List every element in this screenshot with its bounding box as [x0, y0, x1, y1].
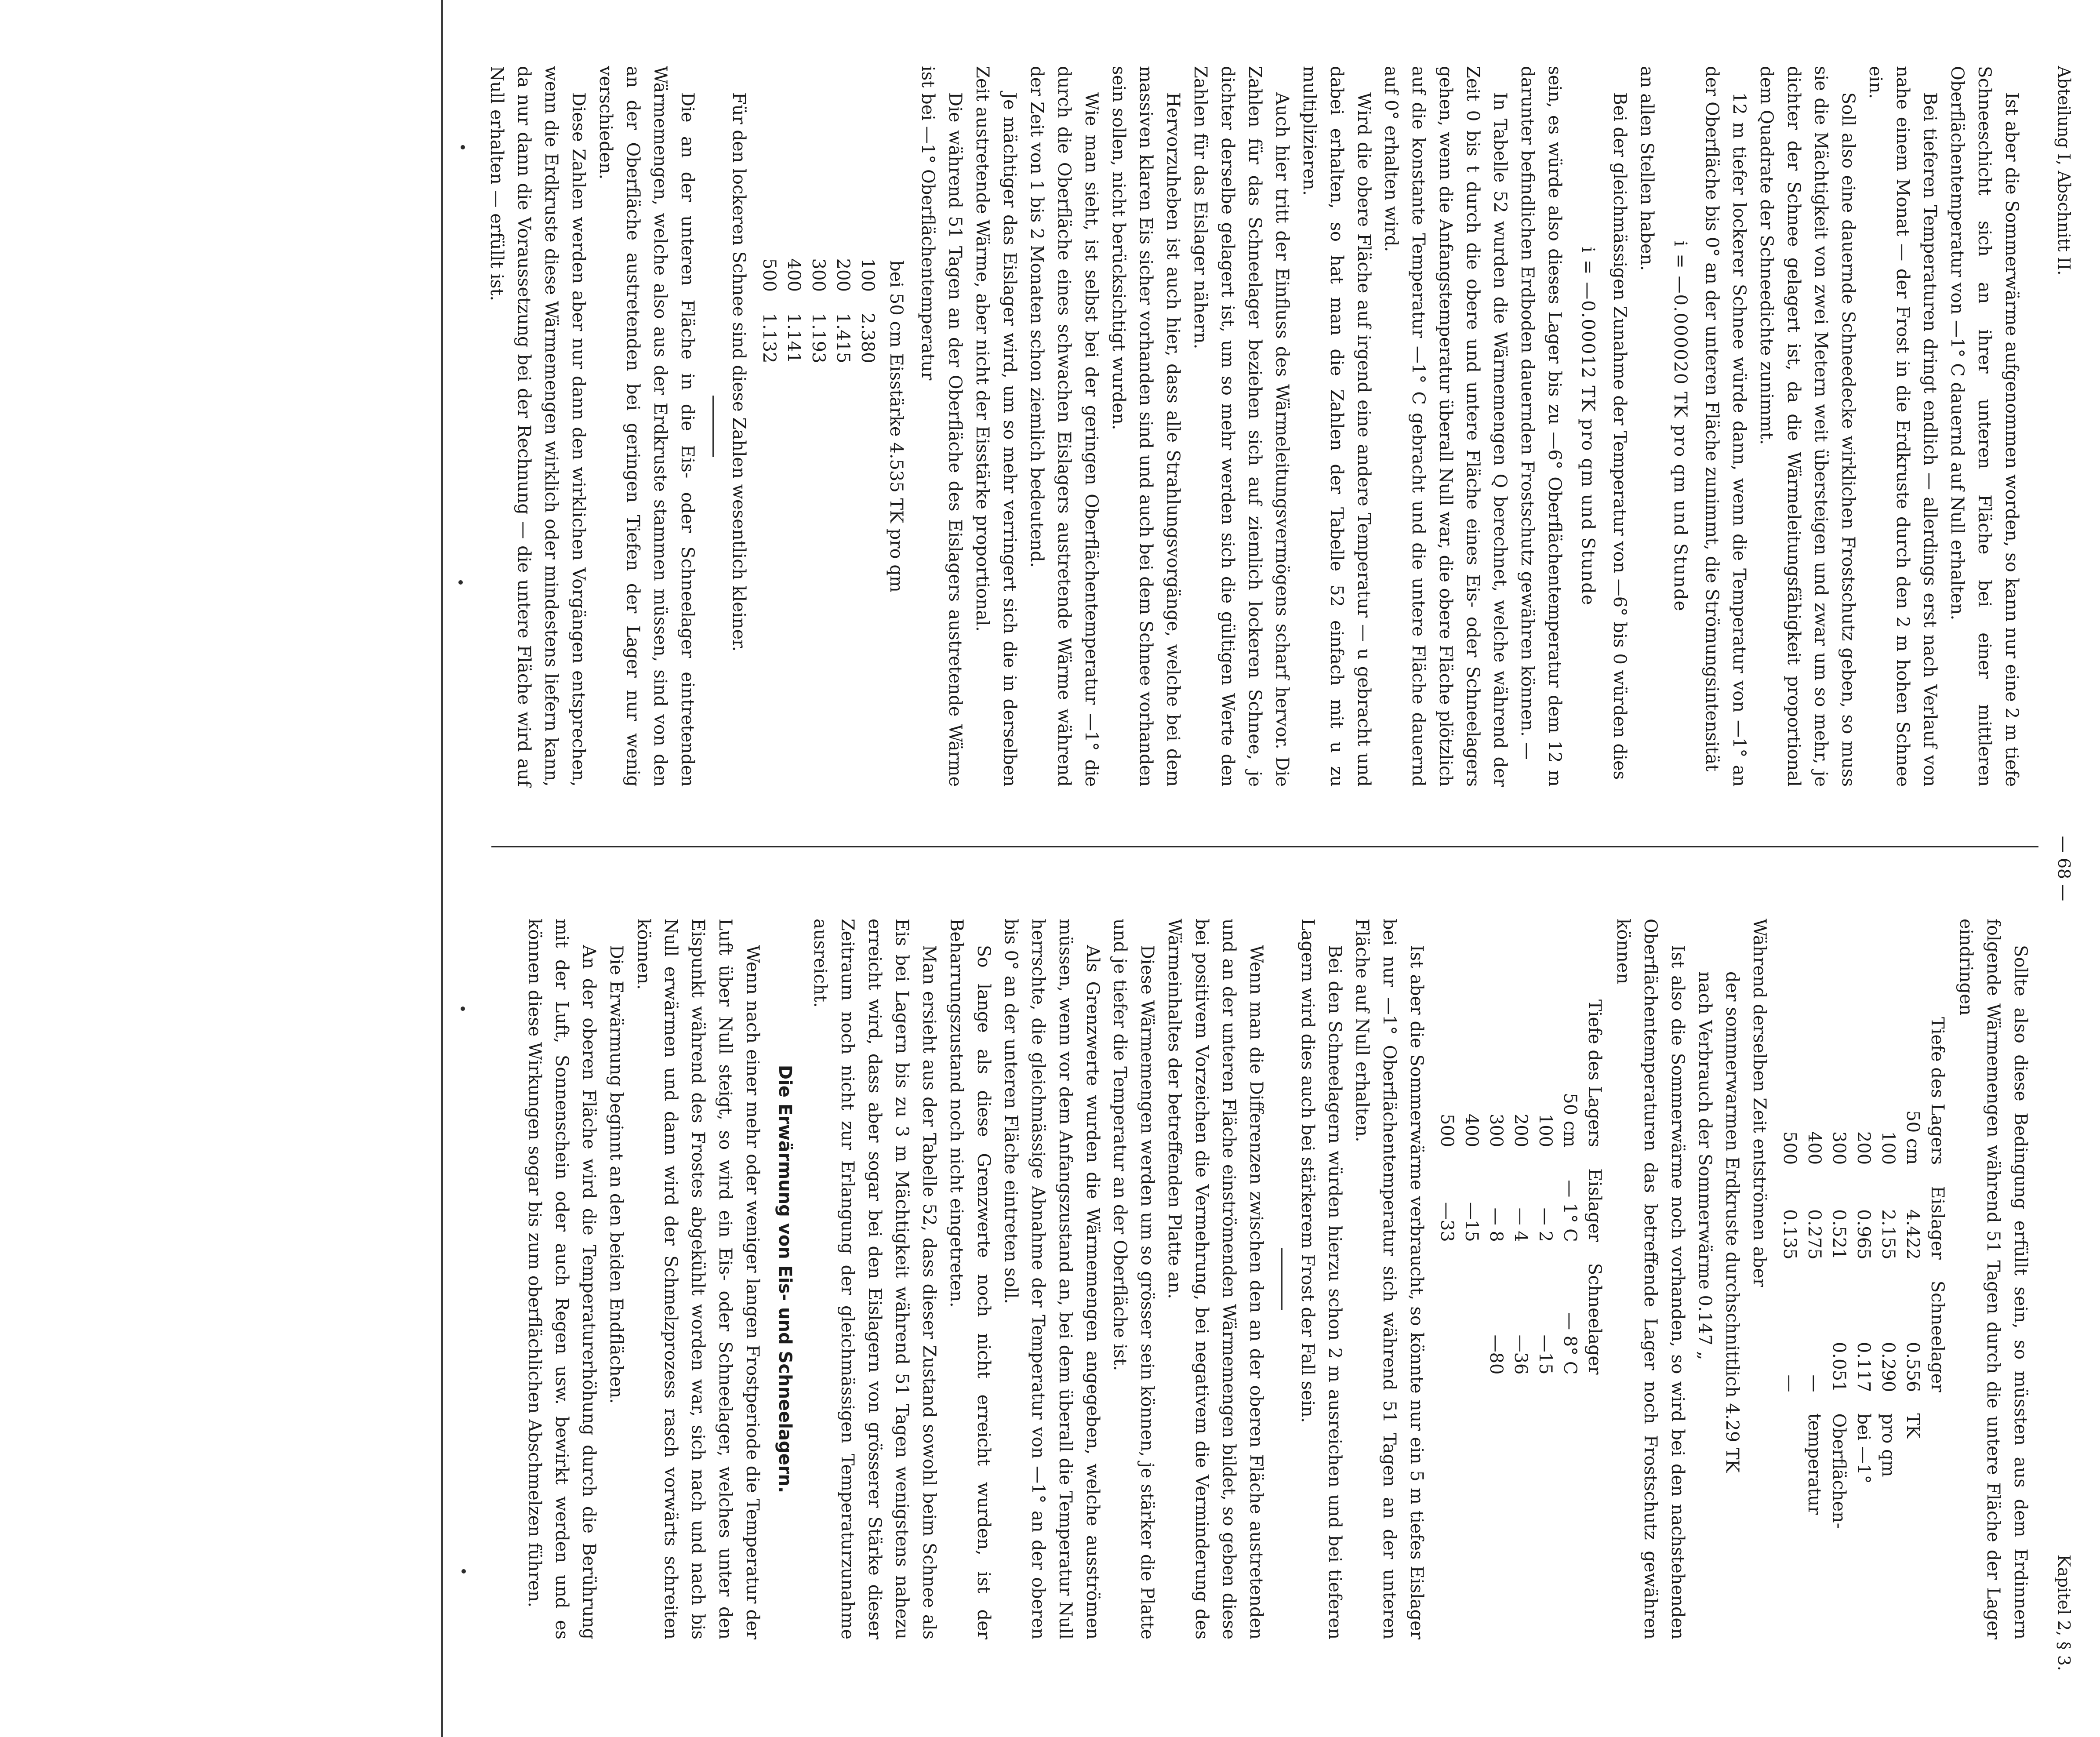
table-cell: —15	[1461, 1202, 1482, 1242]
table-row	[806, 229, 831, 374]
outflow-line: der sommerwarmen Erdkruste durchschnittlich 4.29 TK	[1722, 971, 1742, 1473]
table-row	[1484, 989, 1508, 1385]
paragraph: Ist aber die Sommerwärme aufgenommen worden, so kann nur eine 2 m tiefe Schneeschicht sich an ihrer unteren Fläche bei einer mittleren Oberflächentemperatur von —1° C dauernd auf Null erhalten.	[1947, 66, 2022, 787]
table-row	[1435, 989, 1459, 1385]
table-cell: 1.415	[833, 313, 853, 363]
table-cell: 200	[833, 258, 853, 292]
table-cell: 1.132	[759, 313, 779, 363]
scan-speck	[458, 580, 463, 585]
paragraph: Bei den Schneelagern würden hierzu schon 2 m ausreichen und bei tieferen Lagern wird dies auch bei stärkerem Frost der Fall sein.	[1297, 919, 1345, 1639]
table-cell: 4.422	[1903, 1209, 1923, 1260]
outflow-line: nach Verbrauch der Sommerwärme 0.147 „	[1695, 971, 1715, 1360]
section-divider	[712, 396, 714, 457]
paragraph: Ist aber die Sommerwärme verbraucht, so könnte nur ein 5 m tiefes Eislager bei nur —1° Oberflächentemperatur sich während 51 Tagen an der unteren Fläche auf Null erhalten.	[1352, 919, 1427, 1639]
table-row	[757, 229, 781, 374]
frost-protection-table	[1435, 989, 1607, 1385]
table-cell: — 8	[1486, 1207, 1506, 1242]
table-cell: TK	[1903, 1413, 1923, 1439]
formula: i = —0.000020 TK pro qm und Stunde	[1670, 240, 1690, 612]
table-row	[831, 229, 855, 374]
paragraph: Hervorzuheben ist auch hier, dass alle Strahlungsvorgänge, welche bei dem massiven klaren Eis sicher vorhanden sind und auch bei dem Schnee vorhanden sein sollen, nicht berücksichtigt wurden.	[1108, 66, 1183, 787]
scan-speck	[461, 1007, 465, 1011]
paragraph: Wenn nach einer mehr oder weniger langen Frostperiode die Temperatur der Luft über Null steigt, so wird ein Eis- oder Schneelager, welches unter den Eispunkt während des Frostes abgekühlt worden war, sich nach und nach bis Null erwärmen und dann wird der Schmelzprozess rasch vorwärts schreiten können.	[633, 919, 763, 1639]
column-header: Eislager	[1927, 1186, 1947, 1260]
table-cell: 0.521	[1829, 1209, 1849, 1260]
table-row	[1459, 989, 1484, 1385]
table-cell: — 8° C	[1560, 1312, 1580, 1375]
paragraph: Soll also eine dauernde Schneedecke wirklichen Frostschutz geben, so muss sie die Mächtigkeit von zwei Metern weit übersteigen und zwar um so mehr, je dichter der Schnee gelagert ist, da die Wärmeleitungsfähigkeit proportional dem Quadrate der Schneedichte zunimmt.	[1756, 66, 1858, 787]
table-cell: 0.556	[1903, 1341, 1923, 1392]
paragraph: Die während 51 Tagen an der Oberfläche des Eislagers austretende Wärme ist bei —1° Oberflächentemperatur	[918, 66, 965, 787]
table-cell: 300	[808, 258, 828, 292]
paragraph: sein, es würde also dieses Lager bis zu —6° Oberflächentemperatur dem 12 m darunter befindlichen Erdboden dauernden Frostschutz gewähren können. —	[1517, 66, 1565, 787]
table-cell: 100	[857, 258, 878, 292]
paragraph: Die an der unteren Fläche in die Eis- oder Schneelager eintretenden Wärmemengen, welche also aus der Erdkruste stammen müssen, sind von den an der Oberfläche austretenden bei geringen Tiefen der Lager nur wenig verschieden.	[596, 66, 698, 787]
table-cell: 1.141	[784, 313, 804, 363]
table-cell	[1777, 1403, 1802, 1539]
influx-table	[1777, 1007, 1950, 1539]
column-header: Tiefe des Lagers	[1584, 999, 1605, 1148]
paragraph: Man ersieht aus der Tabelle 52, dass dieser Zustand sowohl beim Schnee als Eis bei Lagern bis zu 3 m Mächtigkeit während 51 Tagen wenigstens nahezu erreicht wird, dass aber sogar bei den Eislagern von grösserer Stärke dieser Zeitraum noch nicht zur Erlangung der gleichmässigen Temperaturzunahme ausreicht.	[810, 919, 939, 1639]
table-cell: —33	[1437, 1202, 1457, 1242]
paragraph: Bei der gleichmässigen Zunahme der Temperatur von —6° bis 0 würden dies	[1610, 92, 1630, 780]
table-cell: 2.155	[1878, 1209, 1898, 1260]
table-row	[1777, 1007, 1802, 1539]
table-cell: —36	[1511, 1334, 1531, 1375]
table-row	[781, 229, 806, 374]
paragraph: Bei tieferen Temperaturen dringt endlich — allerdings erst nach Verlauf von nahe einem Monat — der Frost in die Erdkruste durch den 2 m hohen Schnee ein.	[1865, 66, 1940, 787]
table-cell: 500	[759, 258, 779, 292]
table-row	[1508, 989, 1533, 1385]
running-head-left: Abteilung I, Abschnitt II.	[2054, 66, 2074, 276]
table-cell: 200	[1853, 1131, 1874, 1165]
table-cell: temperatur	[1804, 1413, 1824, 1515]
column-header	[1925, 1403, 1950, 1539]
table-cell: 300	[1486, 1113, 1506, 1148]
table-cell: — 2	[1535, 1207, 1555, 1242]
table-row	[1827, 1007, 1851, 1539]
table-cell: 300	[1829, 1131, 1849, 1165]
paragraph: Während derselben Zeit entströmen aber	[1749, 919, 1769, 1287]
column-header: Tiefe des Lagers	[1927, 1017, 1947, 1165]
paragraph: Diese Wärmemengen werden um so grösser sein können, je stärker die Platte und je tiefer die Temperatur an der Oberfläche ist.	[1110, 919, 1157, 1639]
page-number: — 68 —	[2054, 836, 2074, 901]
paragraph: In Tabelle 52 wurden die Wärmemengen Q berechnet, welche während der Zeit 0 bis t durch die obere und untere Fläche eines Eis- oder Schneelagers gehen, wenn die Anfangstemperatur überall Null war, die obere Fläche plötzlich auf die konstante Temperatur —1° C gebracht und die untere Fläche dauernd auf 0° erhalten wird.	[1381, 66, 1510, 787]
paragraph: Die Erwärmung beginnt an den beiden Endflächen.	[606, 945, 626, 1404]
table-cell: 0.117	[1853, 1341, 1874, 1392]
table-cell: bei —1°	[1853, 1413, 1874, 1484]
paragraph: Sollte also diese Bedingung erfüllt sein, so müssten aus dem Erdinnern folgende Wärmemengen während 51 Tagen durch die untere Fläche der Lager eindringen	[1956, 919, 2031, 1639]
table-cell: — 1° C	[1560, 1180, 1580, 1242]
page-bottom-rule	[441, 0, 443, 1737]
column-divider	[491, 846, 2038, 847]
table-row	[1558, 989, 1582, 1385]
table-header-row	[1925, 1007, 1950, 1539]
table-row	[1802, 1007, 1827, 1539]
table-row	[1533, 989, 1558, 1385]
table-cell: 200	[1511, 1113, 1531, 1148]
table-row	[1900, 1007, 1925, 1539]
column-header: Schneelager	[1927, 1280, 1947, 1392]
formula: i = —0.00012 TK pro qm und Stunde	[1578, 247, 1598, 606]
section-heading: Die Erwärmung von Eis- und Schneelagern.	[775, 1065, 795, 1494]
table-row	[1851, 1007, 1876, 1539]
table-cell: 2.380	[857, 313, 878, 363]
paragraph: Wenn man die Differenzen zwischen den an der oberen Fläche austretenden und an der unteren Fläche einströmenden Wärmemengen bildet, so geben diese bei positivem Vorzeichen die Vermehrung, bei negativem die Verminderung des Wärmeinhaltes der betreffenden Platte an.	[1164, 919, 1266, 1639]
scan-speck	[461, 1569, 466, 1573]
column-header: Schneelager	[1584, 1263, 1605, 1375]
table-cell: 400	[784, 258, 804, 292]
table-cell: —15	[1535, 1334, 1555, 1375]
left-column	[483, 66, 2025, 787]
paragraph: So lange als diese Grenzwerte noch nicht erreicht wurden, ist der Beharrungszustand noch nicht eingetreten.	[946, 919, 994, 1639]
paragraph: Wie man sieht, ist selbst bei der geringen Oberflächentemperatur —1° die durch die Oberfläche eines schwachen Eislagers austretende Wärme während der Zeit von 1 bis 2 Monaten schon ziemlich bedeutend.	[1027, 66, 1101, 787]
table-cell: 0.965	[1853, 1209, 1874, 1260]
paragraph: Für den lockeren Schnee sind diese Zahlen wesentlich kleiner.	[729, 92, 749, 652]
paragraph: Als Grenzwerte wurden die Wärmemengen angegeben, welche ausströmen müssen, wenn vor dem Anfangszustand an, bei dem überall die Temperatur Null herrschte, die gleichmässige Abnahme der Temperatur von —1° an der oberen bis 0° an der unteren Fläche eintreten soll.	[1001, 919, 1103, 1639]
paragraph: Diese Zahlen werden aber nur dann den wirklichen Vorgängen entsprechen, wenn die Erdkruste diese Wärmemengen wirklich oder mindestens liefern kann, da nur dann die Voraussetzung bei der Rechnung — die untere Fläche wird auf Null erhalten — erfüllt ist.	[487, 66, 589, 787]
table-cell: 0.135	[1780, 1209, 1800, 1260]
paragraph: 12 m tiefer lockerer Schnee würde dann, wenn die Temperatur von —1° an der Oberfläche bis 0° an der unteren Fläche zunimmt, die Strömungsintensität	[1702, 66, 1749, 787]
table-cell: pro qm	[1878, 1413, 1898, 1477]
paragraph: An der oberen Fläche wird die Temperaturerhöhung durch die Berührung mit der Luft, Sonnenschein oder auch Regen usw. bewirkt werden und es können diese Wirkungen sogar bis zum oberflächlichen Abschmelzen führen.	[524, 919, 599, 1639]
table-header-row	[1582, 989, 1607, 1385]
ice-table-lead: bei 50 cm Eisstärke 4.535 TK pro qm	[886, 260, 906, 592]
table-cell: — 4	[1511, 1207, 1531, 1242]
paragraph: Wird die obere Fläche auf irgend eine andere Temperatur — u gebracht und dabei erhalten, so hat man die Zahlen der Tabelle 52 einfach mit u zu multiplizieren.	[1299, 66, 1374, 787]
table-cell: —	[1780, 1374, 1800, 1392]
table-cell: 0.275	[1804, 1209, 1824, 1260]
table-cell: 0.290	[1878, 1341, 1898, 1392]
table-cell	[1459, 1253, 1484, 1385]
table-cell: 0.051	[1829, 1341, 1849, 1392]
section-divider	[1281, 1248, 1283, 1310]
table-cell: 1.193	[808, 313, 828, 363]
table-cell: 50 cm	[1903, 1110, 1923, 1165]
table-row	[855, 229, 880, 374]
table-cell: 500	[1437, 1113, 1457, 1148]
ice-heat-table	[757, 229, 880, 374]
table-cell: Oberflächen-	[1829, 1413, 1849, 1529]
table-cell: 100	[1878, 1131, 1898, 1165]
table-row	[1876, 1007, 1900, 1539]
table-cell	[1435, 1253, 1459, 1385]
table-cell: 100	[1535, 1113, 1555, 1148]
table-cell: 400	[1461, 1113, 1482, 1148]
paragraph: Auch hier tritt der Einfluss des Wärmeleitungsvermögens scharf hervor. Die Zahlen für das Schneelager beziehen sich auf ziemlich lockeren Schnee, je dichter derselbe gelagert ist, um so mehr werden sich die gültigen Werte den Zahlen für das Eislager nähern.	[1190, 66, 1292, 787]
paragraph: Ist also die Sommerwärme noch vorhanden, so wird bei den nachstehenden Oberflächentemperaturen das betreffende Lager noch Frostschutz gewähren können	[1613, 919, 1688, 1639]
table-cell: 400	[1804, 1131, 1824, 1165]
running-head	[2043, 66, 2074, 1671]
running-head-right: Kapitel 2, § 3.	[2054, 1554, 2074, 1671]
right-column	[521, 919, 2034, 1639]
table-cell: 500	[1780, 1131, 1800, 1165]
paragraph: an allen Stellen haben.	[1637, 66, 1657, 271]
scan-speck	[461, 145, 465, 149]
table-cell: 50 cm	[1560, 1093, 1580, 1148]
column-header: Eislager	[1584, 1168, 1605, 1242]
table-cell: —80	[1486, 1334, 1506, 1375]
paragraph: Je mächtiger das Eislager wird, um so mehr verringert sich die in derselben Zeit austretende Wärme, aber nicht der Eisstärke proportional.	[972, 66, 1020, 787]
table-cell: —	[1804, 1374, 1824, 1392]
